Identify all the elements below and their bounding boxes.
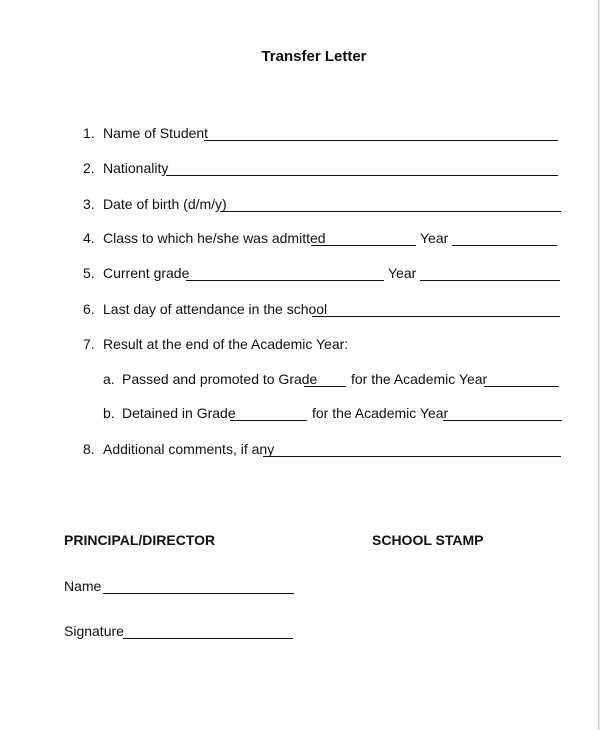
item-number: 8. <box>83 441 95 457</box>
detained-academic-year-blank[interactable] <box>443 420 562 421</box>
item-number: 1. <box>83 125 95 141</box>
detained-grade-blank[interactable] <box>230 420 307 421</box>
additional-comments-blank[interactable] <box>263 456 561 457</box>
class-admitted-blank[interactable] <box>311 245 416 246</box>
form-item-current-grade <box>0 265 600 285</box>
item-number: 5. <box>83 265 95 281</box>
item-label: Additional comments, if any <box>103 441 275 457</box>
document-title: Transfer Letter <box>261 48 367 65</box>
date-of-birth-blank[interactable] <box>220 211 561 212</box>
year-label: Year <box>388 265 417 281</box>
form-item-additional-comments <box>0 441 600 461</box>
academic-year-label: for the Academic Year <box>351 371 488 387</box>
subitem-label: Detained in Grade <box>122 405 236 421</box>
item-number: 3. <box>83 196 95 212</box>
promoted-grade-blank[interactable] <box>304 386 346 387</box>
nationality-blank[interactable] <box>166 175 558 176</box>
last-day-blank[interactable] <box>312 316 560 317</box>
item-number: 2. <box>83 160 95 176</box>
item-label: Current grade <box>103 265 190 281</box>
form-item-class-admitted <box>0 230 600 250</box>
subitem-label: Passed and promoted to Grade <box>122 371 318 387</box>
name-label: Name <box>64 578 102 594</box>
item-label: Date of birth (d/m/y) <box>103 196 227 212</box>
subitem-letter: a. <box>103 371 115 387</box>
form-item-result <box>0 336 600 356</box>
admission-year-blank[interactable] <box>452 245 557 246</box>
promoted-academic-year-blank[interactable] <box>484 386 559 387</box>
current-grade-blank[interactable] <box>186 280 384 281</box>
item-label: Name of Student <box>103 125 209 141</box>
academic-year-label: for the Academic Year <box>312 405 449 421</box>
current-year-blank[interactable] <box>420 280 560 281</box>
principal-name-row <box>0 578 600 598</box>
subitem-letter: b. <box>103 405 115 421</box>
form-item-name-of-student <box>0 125 600 145</box>
school-stamp-heading: SCHOOL STAMP <box>372 532 484 548</box>
principal-heading: PRINCIPAL/DIRECTOR <box>64 532 216 548</box>
student-name-blank[interactable] <box>204 140 558 141</box>
signature-label: Signature <box>64 623 124 639</box>
year-label: Year <box>420 230 449 246</box>
form-subitem-passed <box>0 371 600 391</box>
item-number: 6. <box>83 301 95 317</box>
item-number: 4. <box>83 230 95 246</box>
item-label: Result at the end of the Academic Year: <box>103 336 349 352</box>
principal-name-blank[interactable] <box>103 593 294 594</box>
form-item-date-of-birth <box>0 196 600 216</box>
form-subitem-detained <box>0 405 600 425</box>
form-item-nationality <box>0 160 600 180</box>
item-label: Nationality <box>103 160 169 176</box>
item-label: Class to which he/she was admitted <box>103 230 326 246</box>
item-label: Last day of attendance in the school <box>103 301 328 317</box>
principal-signature-row <box>0 623 600 643</box>
item-number: 7. <box>83 336 95 352</box>
form-item-last-day <box>0 301 600 321</box>
principal-signature-blank[interactable] <box>123 638 293 639</box>
